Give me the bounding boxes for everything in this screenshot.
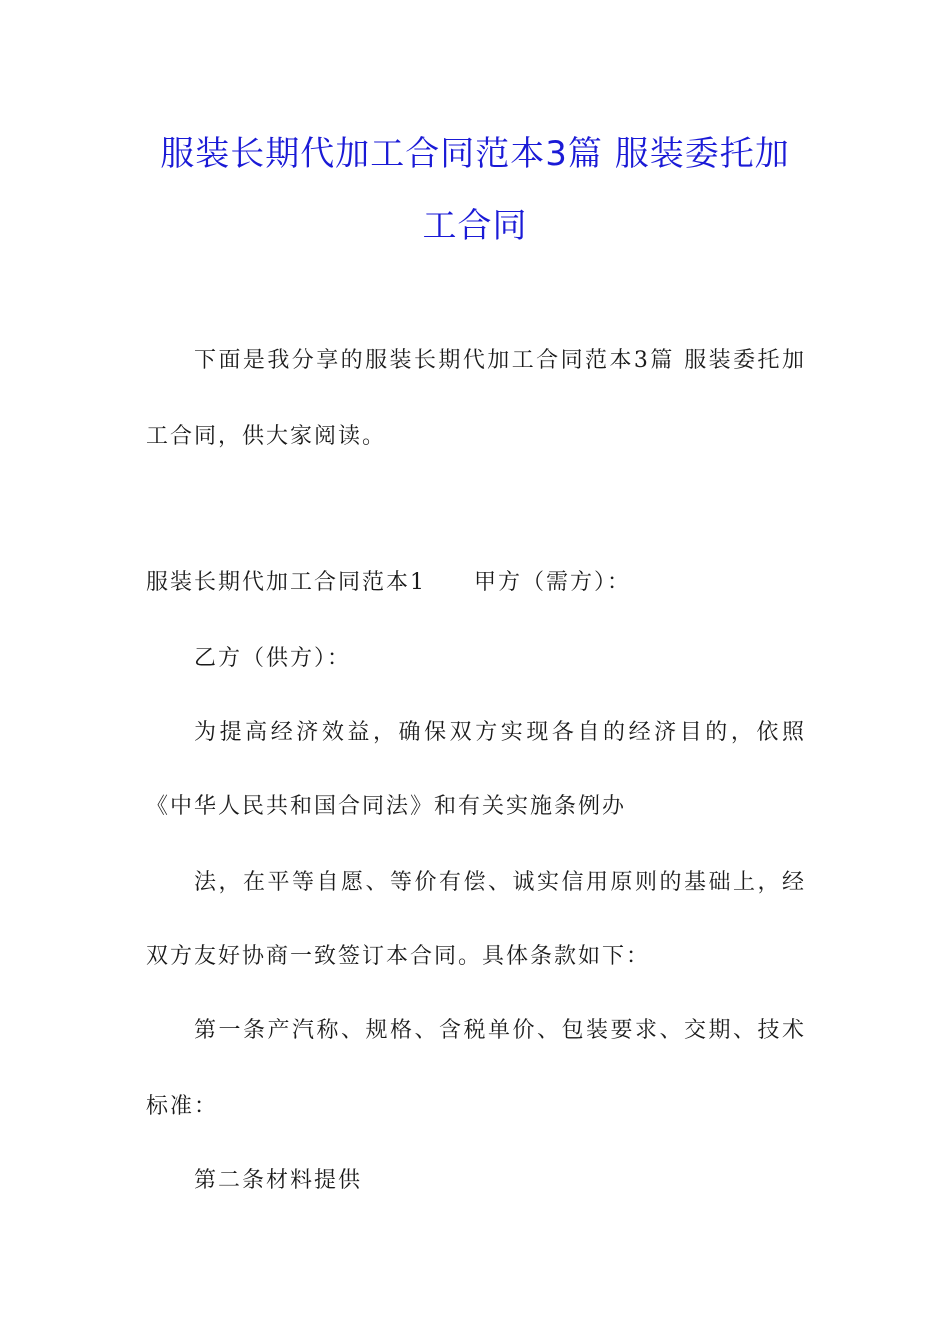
section-heading-row bbox=[146, 568, 806, 598]
paragraph-1-line-2: 《中华人民共和国合同法》和有关实施条例办 bbox=[146, 794, 627, 819]
intro-line-1: 下面是我分享的服装长期代加工合同范本3篇 服装委托加 bbox=[194, 348, 806, 373]
intro-line-2: 工合同，供大家阅读。 bbox=[146, 424, 387, 449]
paragraph-2-line-1: 法，在平等自愿、等价有偿、诚实信用原则的基础上，经 bbox=[194, 870, 806, 895]
paragraph-1-line-1: 为提高经济效益，确保双方实现各自的经济目的，依照 bbox=[194, 720, 806, 745]
document-title-line-2: 工合同 bbox=[422, 206, 528, 246]
article-2-heading: 第二条材料提供 bbox=[194, 1168, 363, 1193]
party-b-label: 乙方（供方）： bbox=[194, 646, 352, 671]
document-title-line-1: 服装长期代加工合同范本3篇 服装委托加 bbox=[160, 134, 790, 174]
section-heading: 服装长期代加工合同范本1 bbox=[146, 570, 426, 595]
article-1-line-1: 第一条产汽称、规格、含税单价、包装要求、交期、技术 bbox=[194, 1018, 806, 1043]
article-1-line-2: 标准： bbox=[146, 1094, 219, 1119]
party-a-label: 甲方（需方）： bbox=[474, 570, 632, 595]
paragraph-2-line-2: 双方友好协商一致签订本合同。具体条款如下： bbox=[146, 944, 651, 969]
